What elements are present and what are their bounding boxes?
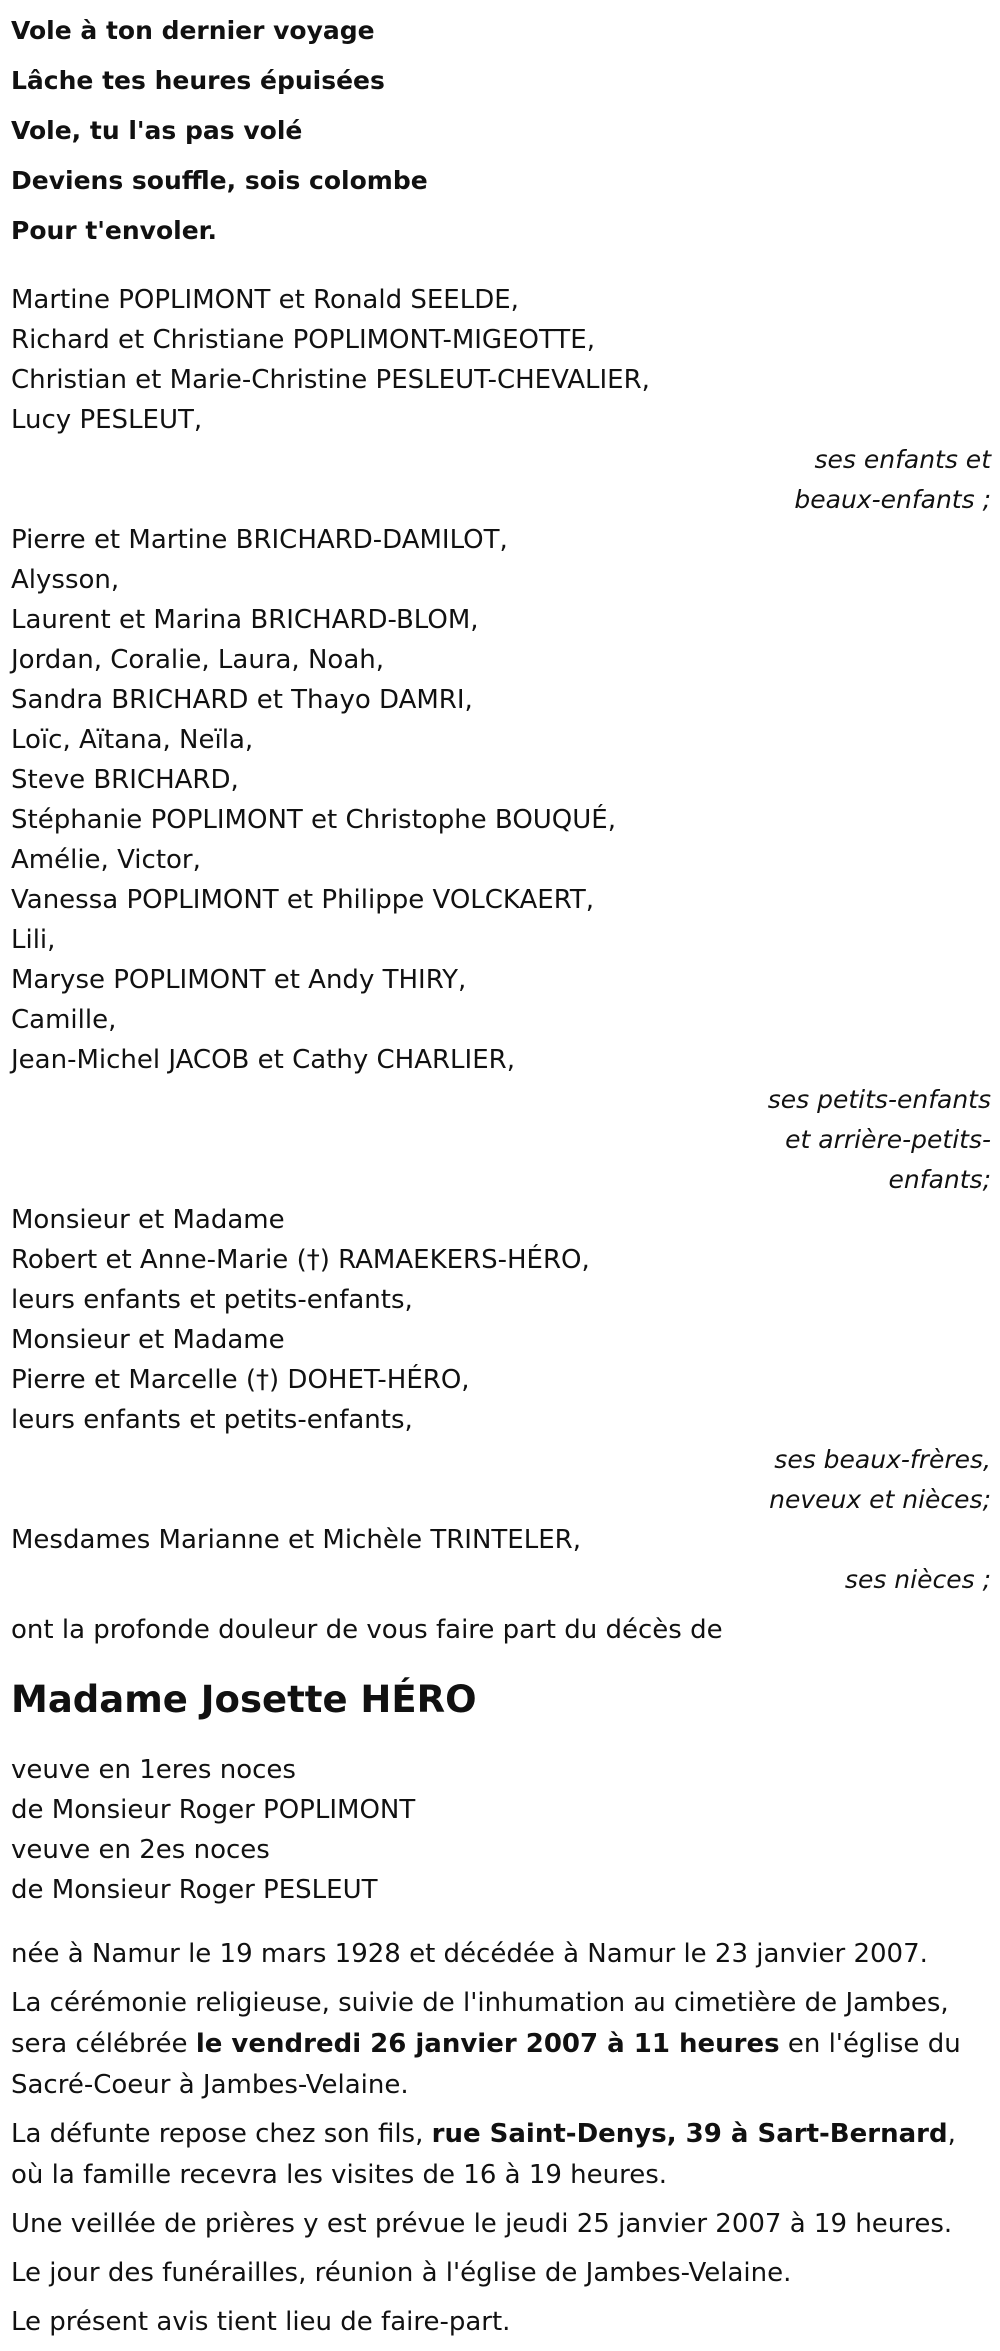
family-member-line: Amélie, Victor, <box>11 845 201 875</box>
family-member-line: Steve BRICHARD, <box>11 765 239 795</box>
family-member-line: Stéphanie POPLIMONT et Christophe BOUQUÉ, <box>11 805 616 835</box>
funeral-meeting-text: Le jour des funérailles, réunion à l'église de Jambes-Velaine. <box>11 2258 792 2288</box>
widow-line: de Monsieur Roger PESLEUT <box>11 1875 378 1905</box>
family-member-line: Vanessa POPLIMONT et Philippe VOLCKAERT, <box>11 885 595 915</box>
family-member-line: Richard et Christiane POPLIMONT-MIGEOTTE, <box>11 325 595 355</box>
inlaws-block <box>11 1200 995 1520</box>
repose-address: rue Saint-Denys, 39 à Sart-Bernard <box>431 2119 948 2149</box>
family-member-line: Lili, <box>11 925 56 955</box>
poem-line: Pour t'envoler. <box>11 216 217 245</box>
repose-text: La défunte repose chez son fils, <box>11 2119 432 2149</box>
announcement-text: ont la profonde douleur de vous faire part du décès de <box>11 1615 723 1645</box>
relation-label: enfants; <box>888 1165 991 1194</box>
family-member-line: Maryse POPLIMONT et Andy THIRY, <box>11 965 467 995</box>
family-member-line: leurs enfants et petits-enfants, <box>11 1285 413 1315</box>
poem-line: Vole, tu l'as pas volé <box>11 116 303 145</box>
widow-line: veuve en 2es noces <box>11 1835 270 1865</box>
ceremony-text: La cérémonie religieuse, suivie de l'inhumation au cimetière de Jambes, sera célébrée <box>11 1988 949 2059</box>
relation-label: beaux-enfants ; <box>794 485 991 514</box>
vigil-text: Une veillée de prières y est prévue le jeudi 25 janvier 2007 à 19 heures. <box>11 2209 953 2239</box>
family-member-line: Jean-Michel JACOB et Cathy CHARLIER, <box>11 1045 515 1075</box>
family-member-line: Pierre et Martine BRICHARD-DAMILOT, <box>11 525 508 555</box>
family-member-line: Loïc, Aïtana, Neïla, <box>11 725 254 755</box>
repose-paragraph <box>11 2114 995 2196</box>
widow-line: veuve en 1eres noces <box>11 1755 296 1785</box>
family-member-line: Pierre et Marcelle (†) DOHET-HÉRO, <box>11 1365 470 1395</box>
family-member-line: Laurent et Marina BRICHARD-BLOM, <box>11 605 479 635</box>
relation-label: neveux et nièces; <box>769 1485 991 1514</box>
relation-label: ses beaux-frères, <box>774 1445 991 1474</box>
poem-line: Deviens souffle, sois colombe <box>11 166 428 195</box>
repose-visits: , où la famille recevra les visites de 16 à 19 heures. <box>11 2119 956 2190</box>
family-member-line: Mesdames Marianne et Michèle TRINTELER, <box>11 1525 581 1555</box>
family-member-line: Lucy PESLEUT, <box>11 405 203 435</box>
grandchildren-block <box>11 520 995 1200</box>
poem <box>11 0 995 256</box>
poem-line: Lâche tes heures épuisées <box>11 66 385 95</box>
relation-label: et arrière-petits- <box>785 1125 991 1154</box>
family-member-line: Camille, <box>11 1005 117 1035</box>
relation-label: ses petits-enfants <box>767 1085 991 1114</box>
ceremony-paragraph <box>11 1983 995 2106</box>
relation-label: ses enfants et <box>814 445 991 474</box>
family-member-line: Monsieur et Madame <box>11 1325 285 1355</box>
nieces-block <box>11 1520 995 1600</box>
birth-death-text: née à Namur le 19 mars 1928 et décédée à Namur le 23 janvier 2007. <box>11 1939 928 1969</box>
poem-line: Vole à ton dernier voyage <box>11 16 375 45</box>
relation-label: ses nièces ; <box>844 1565 991 1594</box>
notice-text: Le présent avis tient lieu de faire-part. <box>11 2307 511 2337</box>
children-block <box>11 280 995 520</box>
family-member-line: Jordan, Coralie, Laura, Noah, <box>11 645 384 675</box>
family-member-line: Martine POPLIMONT et Ronald SEELDE, <box>11 285 519 315</box>
ceremony-location: en l'église du Sacré-Coeur à Jambes-Velaine. <box>11 2029 961 2100</box>
family-member-line: Sandra BRICHARD et Thayo DAMRI, <box>11 685 473 715</box>
deceased-name: Madame Josette HÉRO <box>11 1678 477 1721</box>
family-member-line: Robert et Anne-Marie (†) RAMAEKERS-HÉRO, <box>11 1245 590 1275</box>
family-member-line: leurs enfants et petits-enfants, <box>11 1405 413 1435</box>
obituary-notice <box>11 0 995 2351</box>
widow-block <box>11 1750 995 1910</box>
widow-line: de Monsieur Roger POPLIMONT <box>11 1795 416 1825</box>
ceremony-date: le vendredi 26 janvier 2007 à 11 heures <box>195 2029 780 2059</box>
family-member-line: Christian et Marie-Christine PESLEUT-CHEVALIER, <box>11 365 650 395</box>
family-member-line: Alysson, <box>11 565 120 595</box>
family-member-line: Monsieur et Madame <box>11 1205 285 1235</box>
